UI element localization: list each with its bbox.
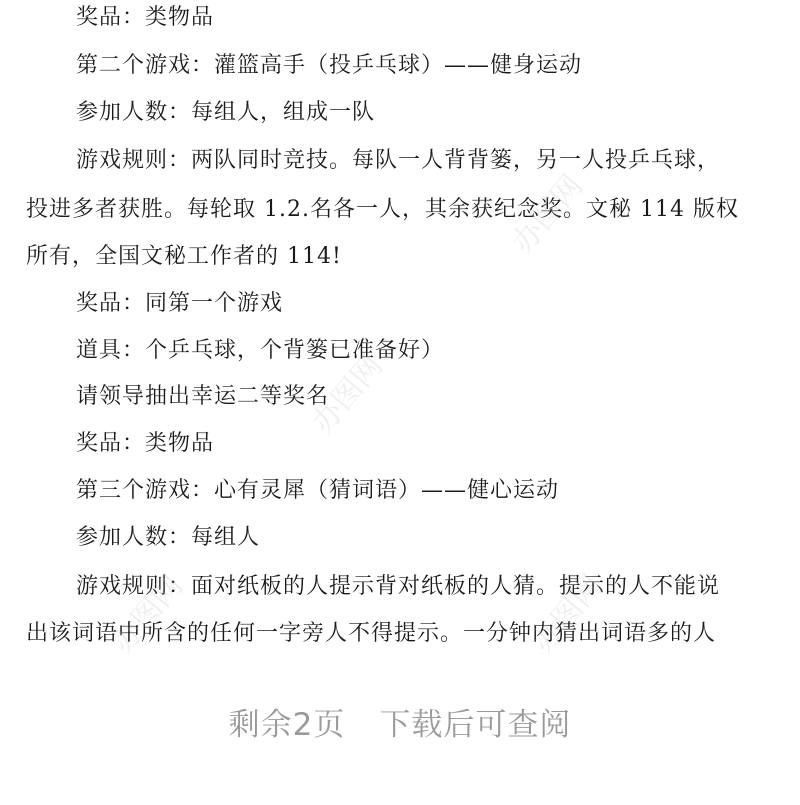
watermark-logo: 办图网 (525, 568, 611, 660)
text-line: 投进多者获胜。每轮取 1.2.名各一人，其余获纪念奖。文秘 114 版权 (26, 197, 739, 222)
download-to-view-text[interactable]: 下载后可查阅 (379, 707, 572, 743)
text-line: 参加人数：每组人，组成一队 (76, 100, 376, 125)
text-line: 所有，全国文秘工作者的 114! (26, 244, 342, 269)
text-line: 游戏规则：面对纸板的人提示背对纸板的人猜。提示的人不能说 (76, 574, 721, 599)
remaining-pages-text: 剩余2页 (228, 707, 346, 743)
text-line: 游戏规则：两队同时竞技。每队一人背背篓，另一人投乒乓球， (76, 148, 721, 173)
text-line: 出该词语中所含的任何一字旁人不得提示。一分钟内猜出词语多的人 (26, 621, 717, 646)
watermark-logo: 办图网 (305, 348, 391, 440)
text-line: 参加人数：每组人 (76, 525, 261, 550)
text-line: 道具：个乒乓球，个背篓已准备好） (76, 338, 445, 363)
text-line: 第三个游戏：心有灵犀（猜词语）——健心运动 (76, 478, 560, 503)
text-line: 请领导抽出幸运二等奖名 (76, 384, 330, 409)
text-line: 奖品：同第一个游戏 (76, 291, 284, 316)
text-line: 奖品：类物品 (76, 5, 215, 30)
download-banner[interactable] (0, 703, 800, 747)
text-line: 奖品：类物品 (76, 431, 215, 456)
watermark-logo: 办图网 (105, 568, 191, 660)
text-line: 第二个游戏：灌篮高手（投乒乓球）——健身运动 (76, 53, 583, 78)
watermark-logo: 办图网 (505, 168, 591, 260)
